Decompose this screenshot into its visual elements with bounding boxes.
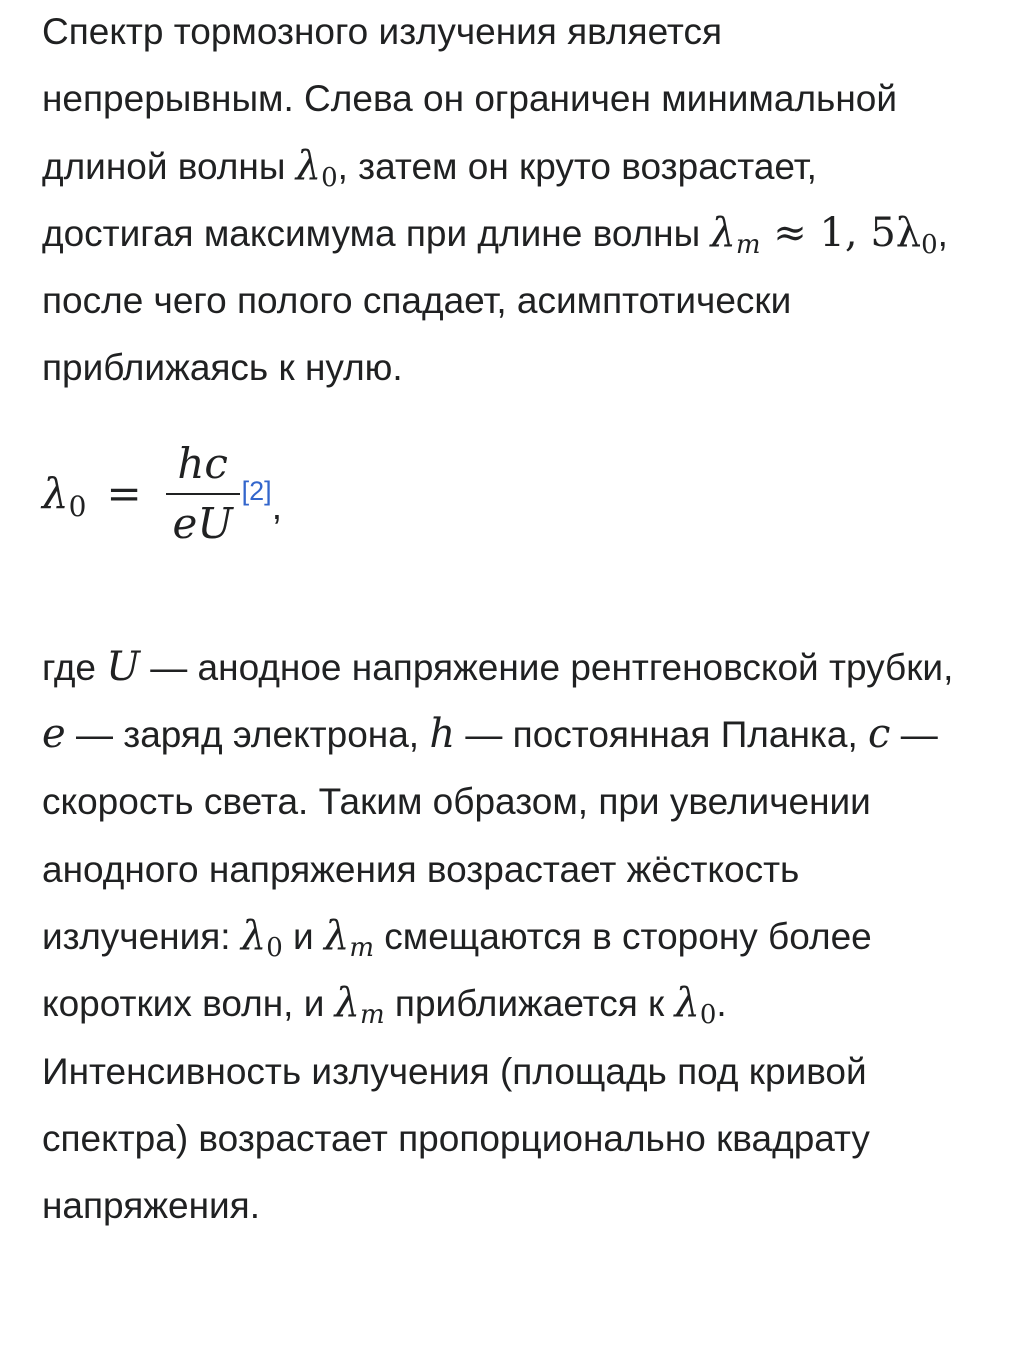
- math-subscript: m: [735, 229, 761, 260]
- text-run: — постоянная Планка,: [455, 714, 869, 756]
- math-subscript: 0: [321, 162, 338, 193]
- math-var-e: e: [42, 711, 66, 758]
- math-symbol: λ: [334, 980, 360, 1027]
- math-lambda-zero: [674, 980, 717, 1031]
- fraction-denominator: eU: [172, 498, 233, 548]
- math-expression: ≈ 1, 5λ: [760, 209, 922, 256]
- paragraph-spectrum: [42, 0, 972, 402]
- text-run: — скорость света. Таким образом, при увеличении анодного напряжения возрастает жёсткость излучения:: [42, 714, 938, 957]
- math-lambda-m: [334, 980, 385, 1031]
- math-symbol: λ: [240, 912, 267, 959]
- formula-lambda-zero: [42, 438, 282, 548]
- math-lambda-zero: [240, 912, 283, 963]
- reference-link[interactable]: [2]: [241, 475, 272, 506]
- math-var-h: h: [429, 711, 456, 758]
- formula-lhs: [42, 460, 86, 527]
- text-run: смещаются в сторону более коротких волн, и: [42, 915, 872, 1025]
- text-run: и: [282, 915, 324, 957]
- math-subscript: 0: [266, 932, 283, 963]
- math-subscript: m: [349, 932, 375, 963]
- math-subscript: 0: [921, 229, 938, 260]
- math-lambda-m: [324, 912, 375, 963]
- math-lambda-m-approx: [710, 209, 938, 260]
- text-run: — заряд электрона,: [65, 714, 430, 756]
- formula-equals: =: [106, 469, 142, 519]
- math-var-u: U: [106, 643, 140, 690]
- formula-fraction: [166, 438, 240, 548]
- math-symbol: λ: [324, 912, 350, 959]
- text-run: где: [42, 646, 107, 688]
- math-subscript: 0: [699, 1000, 717, 1031]
- text-run: приближается к: [384, 983, 675, 1025]
- text-run: . Интенсивность излучения (площадь под кривой спектра) возрастает пропорционально квадрату напряжения.: [42, 983, 870, 1227]
- text-run: — анодное напряжение рентгеновской трубки,: [140, 646, 954, 688]
- math-symbol: λ: [42, 469, 69, 519]
- math-symbol: λ: [295, 142, 322, 189]
- math-var-c: c: [868, 711, 891, 758]
- formula-comma: ,: [271, 486, 282, 528]
- text-run: Спектр тормозного излучения является непрерывным. Слева он ограничен минимальной длиной волны: [42, 11, 897, 187]
- math-subscript: 0: [68, 490, 87, 524]
- math-symbol: λ: [674, 980, 700, 1027]
- formula-block: [42, 434, 972, 634]
- math-lambda-zero: [295, 142, 338, 193]
- paragraph-explanation: [42, 634, 972, 1240]
- text-run: , после чего полого спадает, асимптотически приближаясь к нулю.: [42, 212, 948, 389]
- math-subscript: m: [360, 1000, 385, 1031]
- text-run: , затем он круто возрастает, достигая максимума при длине волны: [42, 145, 817, 254]
- article-body: [42, 0, 972, 1239]
- math-symbol: λ: [710, 209, 736, 256]
- fraction-numerator: hc: [177, 438, 228, 488]
